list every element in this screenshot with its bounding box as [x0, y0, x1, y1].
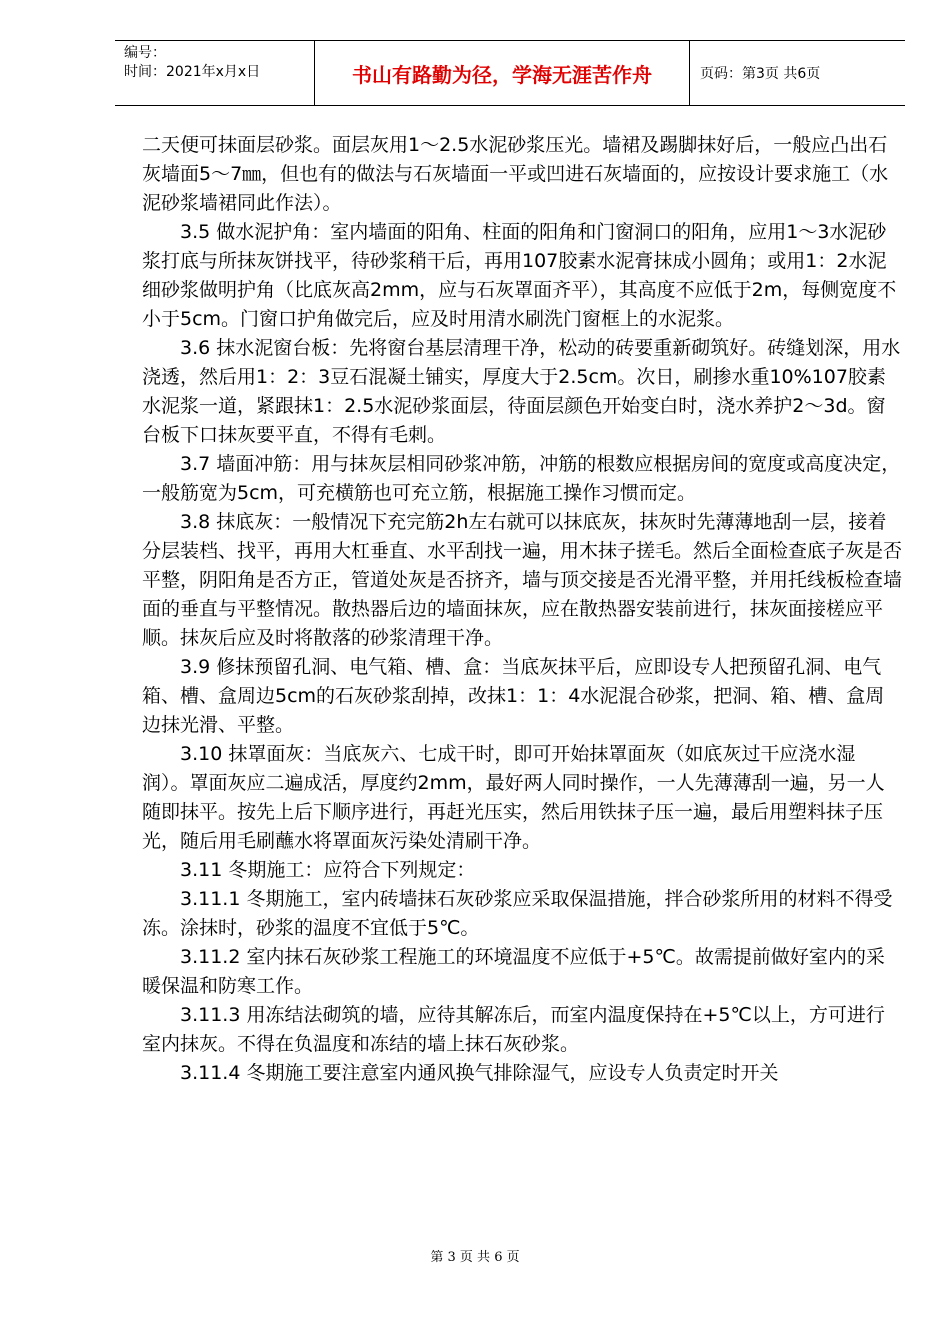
serial-label: 编号：: [124, 45, 166, 61]
time-label: 时间：2021年x月x日: [124, 64, 261, 80]
header-meta: [115, 41, 315, 105]
document-body: [142, 131, 902, 1088]
paragraph: 3.5 做水泥护角：室内墙面的阳角、柱面的阳角和门窗洞口的阳角，应用1～3水泥砂浆打底与所抹灰饼找平，待砂浆稍干后，再用107胶素水泥膏抹成小圆角；或用1：2水泥细砂浆做明护角（比底灰高2mm，应与石灰罩面齐平），其高度不应低于2m，每侧宽度不小于5cm。门窗口护角做完后，应及时用清水刷洗门窗框上的水泥浆。: [142, 221, 897, 330]
paragraph: 3.6 抹水泥窗台板：先将窗台基层清理干净，松动的砖要重新砌筑好。砖缝划深，用水浇透，然后用1：2：3豆石混凝土铺实，厚度大于2.5cm。次日，刷掺水重10%107胶素水泥浆一道，紧跟抹1：2.5水泥砂浆面层，待面层颜色开始变白时，浇水养护2～3d。窗台板下口抹灰要平直，不得有毛刺。: [142, 337, 901, 446]
paragraph: 3.11.4 冬期施工要注意室内通风换气排除湿气，应设专人负责定时开关: [180, 1062, 779, 1084]
paragraph: 3.11 冬期施工：应符合下列规定：: [180, 859, 476, 881]
header-page-label: 页码：第3页 共6页: [700, 66, 821, 82]
page-footer: 第 3 页 共 6 页: [430, 1250, 520, 1265]
header-motto: 书山有路勤为径，学海无涯苦作舟: [315, 41, 690, 105]
paragraph: 二天便可抹面层砂浆。面层灰用1～2.5水泥砂浆压光。墙裙及踢脚抹好后，一般应凸出石灰墙面5～7㎜，但也有的做法与石灰墙面一平或凹进石灰墙面的，应按设计要求施工（水泥砂浆墙裙同此作法）。: [142, 134, 889, 214]
paragraph: 3.11.3 用冻结法砌筑的墙，应待其解冻后，而室内温度保持在+5℃以上，方可进行室内抹灰。不得在负温度和冻结的墙上抹石灰砂浆。: [142, 1004, 885, 1055]
paragraph: 3.8 抹底灰：一般情况下充完筋2h左右就可以抹底灰，抹灰时先薄薄地刮一层，接着分层装档、找平，再用大杠垂直、水平刮找一遍，用木抹子搓毛。然后全面检查底子灰是否平整，阴阳角是否方正，管道处灰是否挤齐，墙与顶交接是否光滑平整，并用托线板检查墙面的垂直与平整情况。散热器后边的墙面抹灰，应在散热器安装前进行，抹灰面接槎应平顺。抹灰后应及时将散落的砂浆清理干净。: [142, 511, 903, 649]
page-header: [115, 40, 905, 106]
paragraph: 3.9 修抹预留孔洞、电气箱、槽、盒：当底灰抹平后，应即设专人把预留孔洞、电气箱、槽、盒周边5cm的石灰砂浆刮掉，改抹1：1：4水泥混合砂浆，把洞、箱、槽、盒周边抹光滑、平整。: [142, 656, 885, 736]
paragraph: 3.10 抹罩面灰：当底灰六、七成干时，即可开始抹罩面灰（如底灰过干应浇水湿润）。罩面灰应二遍成活，厚度约2mm，最好两人同时操作，一人先薄薄刮一遍，另一人随即抹平。按先上后下顺序进行，再赶光压实，然后用铁抹子压一遍，最后用塑料抹子压光，随后用毛刷蘸水将罩面灰污染处清刷干净。: [142, 743, 885, 852]
paragraph: 3.11.1 冬期施工，室内砖墙抹石灰砂浆应采取保温措施，拌合砂浆所用的材料不得受冻。涂抹时，砂浆的温度不宜低于5℃。: [142, 888, 893, 939]
paragraph: 3.7 墙面冲筋：用与抹灰层相同砂浆冲筋，冲筋的根数应根据房间的宽度或高度决定，一般筋宽为5cm，可充横筋也可充立筋，根据施工操作习惯而定。: [142, 453, 901, 504]
paragraph: 3.11.2 室内抹石灰砂浆工程施工的环境温度不应低于+5℃。故需提前做好室内的采暖保温和防寒工作。: [142, 946, 885, 997]
